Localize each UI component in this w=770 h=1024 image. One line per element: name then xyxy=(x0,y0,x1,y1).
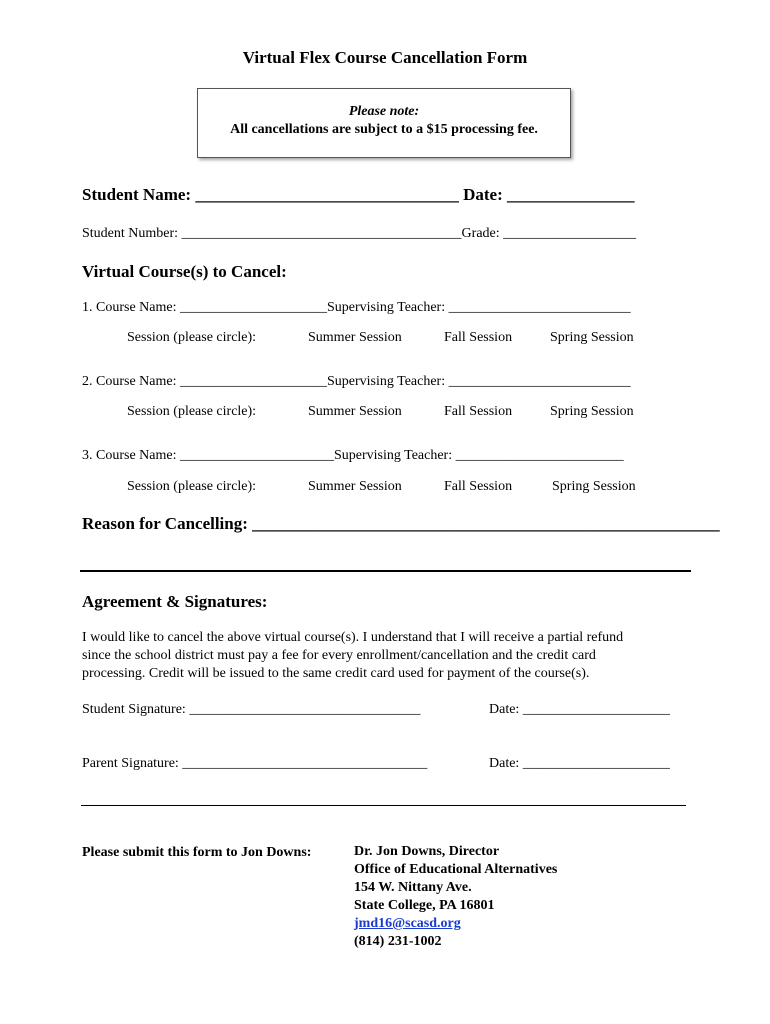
student-signature-line: Student Signature: _________________________________ xyxy=(82,702,421,717)
agreement-line-2: since the school district must pay a fee for every enrollment/cancellation and the credit card xyxy=(82,648,596,663)
course-3-fall-session: Fall Session xyxy=(444,479,513,494)
course-1-line: 1. Course Name: _____________________Supervising Teacher: __________________________ xyxy=(82,300,631,315)
parent-signature-line: Parent Signature: ___________________________________ xyxy=(82,756,428,771)
agreement-paragraph xyxy=(82,629,682,683)
contact-city: State College, PA 16801 xyxy=(354,898,495,913)
course-3-summer-session: Summer Session xyxy=(308,479,402,494)
student-number-grade-line: Student Number: ________________________________________Grade: ___________________ xyxy=(82,226,637,241)
form-title: Virtual Flex Course Cancellation Form xyxy=(242,48,528,67)
contact-phone: (814) 231-1002 xyxy=(354,934,442,949)
course-2-summer-session: Summer Session xyxy=(308,404,402,419)
contact-address-block xyxy=(354,843,557,951)
course-3-spring-session: Spring Session xyxy=(552,479,636,494)
footer-divider xyxy=(81,805,686,806)
agreement-heading: Agreement & Signatures: xyxy=(82,592,268,611)
contact-street: 154 W. Nittany Ave. xyxy=(354,880,472,895)
parent-signature-date: Date: _____________________ xyxy=(489,756,670,771)
reason-for-cancelling-line: Reason for Cancelling: _______________________________________________________ xyxy=(82,514,720,533)
course-1-session-label: Session (please circle): xyxy=(127,330,257,345)
course-2-fall-session: Fall Session xyxy=(444,404,513,419)
contact-name: Dr. Jon Downs, Director xyxy=(354,844,500,859)
course-1-spring-session: Spring Session xyxy=(550,330,634,345)
student-name-date-line: Student Name: _______________________________ Date: _______________ xyxy=(82,185,635,204)
section-divider xyxy=(80,570,691,572)
course-2-session-label: Session (please circle): xyxy=(127,404,257,419)
course-3-session-label: Session (please circle): xyxy=(127,479,257,494)
agreement-line-1: I would like to cancel the above virtual course(s). I understand that I will receive a partial refund xyxy=(82,630,624,645)
processing-fee-note xyxy=(197,88,571,158)
course-2-spring-session: Spring Session xyxy=(550,404,634,419)
agreement-line-3: processing. Credit will be issued to the same credit card used for payment of the course(s). xyxy=(82,666,590,681)
note-text: All cancellations are subject to a $15 processing fee. xyxy=(230,122,538,137)
contact-office: Office of Educational Alternatives xyxy=(354,862,558,877)
student-signature-date: Date: _____________________ xyxy=(489,702,670,717)
course-3-line: 3. Course Name: ______________________Supervising Teacher: ________________________ xyxy=(82,448,624,463)
course-1-summer-session: Summer Session xyxy=(308,330,402,345)
courses-heading: Virtual Course(s) to Cancel: xyxy=(82,262,287,281)
contact-email-link[interactable]: jmd16@scasd.org xyxy=(354,916,461,931)
course-1-fall-session: Fall Session xyxy=(444,330,513,345)
submit-instruction: Please submit this form to Jon Downs: xyxy=(82,845,312,860)
course-2-line: 2. Course Name: _____________________Supervising Teacher: __________________________ xyxy=(82,374,631,389)
note-heading: Please note: xyxy=(348,104,420,119)
